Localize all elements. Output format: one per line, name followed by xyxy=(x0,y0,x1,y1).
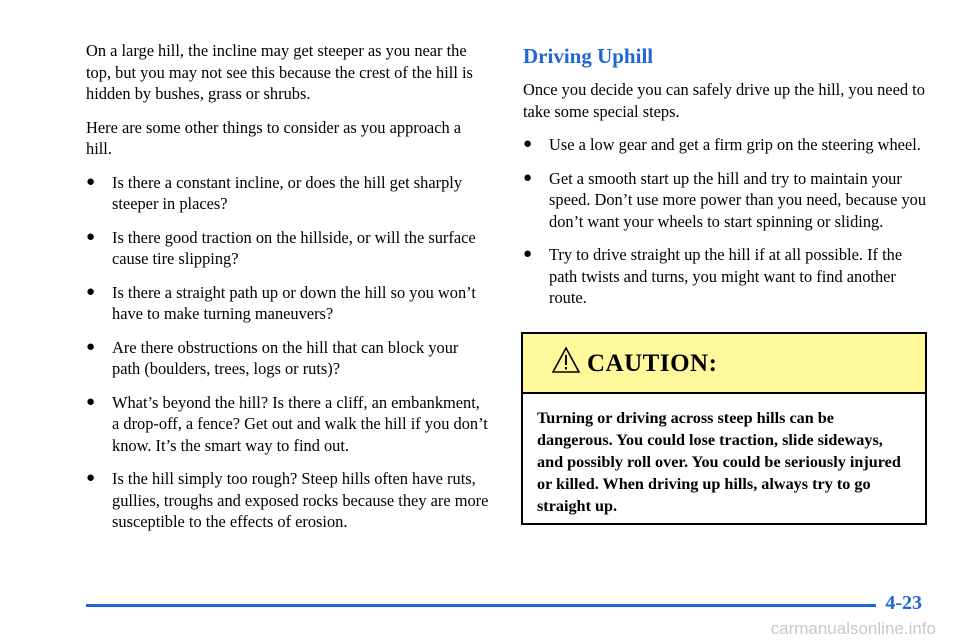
bullet-icon: ● xyxy=(86,283,96,300)
uphill-intro-paragraph: Once you decide you can safely drive up the hill, you need to take some special steps. xyxy=(523,80,925,121)
caution-text: Turning or driving across steep hills can be dangerous. You could lose traction, slide sideways, and possibly roll over. You could be seriously injured or killed. When driving up hills, always try to go straight up. xyxy=(537,409,901,515)
list-item xyxy=(86,392,490,457)
caution-box xyxy=(521,332,927,525)
caution-header xyxy=(523,334,925,394)
list-item-text: Is there a straight path up or down the hill so you won’t have to make turning maneuvers? xyxy=(112,282,476,323)
list-item-text: Get a smooth start up the hill and try to maintain your speed. Don’t use more power than you need, because you don’t want your wheels to start spinning or sliding. xyxy=(549,168,927,231)
bullet-icon: ● xyxy=(523,169,533,186)
left-column xyxy=(86,40,490,545)
list-item-text: Is there a constant incline, or does the hill get sharply steeper in places? xyxy=(112,172,463,213)
list-item-text: Are there obstructions on the hill that can block your path (boulders, trees, logs or ruts)? xyxy=(112,337,459,378)
bullet-icon: ● xyxy=(86,228,96,245)
list-item xyxy=(86,172,490,215)
list-item-text: What’s beyond the hill? Is there a cliff, an embankment, a drop‑off, a fence? Get out and walk the hill if you don’t know. It’s the smart way to find out. xyxy=(112,392,488,455)
bullet-icon: ● xyxy=(86,173,96,190)
list-item xyxy=(86,282,490,325)
hill-lead-paragraph: Here are some other things to consider as you approach a hill. xyxy=(86,117,462,158)
right-column xyxy=(523,40,929,321)
list-item xyxy=(523,134,929,156)
list-item-text: Is the hill simply too rough? Steep hills often have ruts, gullies, troughs and exposed rocks because they are more susceptible to the effects of erosion. xyxy=(112,469,489,531)
watermark: carmanualsonline.info xyxy=(770,619,936,638)
caution-title: CAUTION: xyxy=(587,350,718,377)
section-heading: Driving Uphill xyxy=(523,44,654,68)
bullet-icon: ● xyxy=(523,246,533,262)
list-item xyxy=(86,468,490,533)
list-item xyxy=(523,168,929,233)
hill-considerations-list xyxy=(86,172,490,533)
warning-triangle-icon xyxy=(551,346,581,374)
uphill-steps-list xyxy=(523,134,929,309)
bullet-icon: ● xyxy=(86,470,96,486)
list-item-text: Use a low gear and get a firm grip on the steering wheel. xyxy=(549,135,921,154)
bullet-icon: ● xyxy=(86,393,96,410)
list-item xyxy=(86,337,490,380)
bullet-icon: ● xyxy=(86,338,96,355)
page-number: 4-23 xyxy=(885,592,922,614)
hill-intro-paragraph: On a large hill, the incline may get steeper as you near the top, but you may not see this because the crest of the hill is hidden by bushes, grass or shrubs. xyxy=(86,41,473,103)
list-item xyxy=(523,244,929,309)
list-item-text: Try to drive straight up the hill if at all possible. If the path twists and turns, you might want to find another route. xyxy=(549,245,903,307)
bullet-icon: ● xyxy=(523,136,533,152)
footer-divider xyxy=(86,604,876,607)
list-item-text: Is there good traction on the hillside, or will the surface cause tire slipping? xyxy=(112,227,476,268)
list-item xyxy=(86,227,490,270)
